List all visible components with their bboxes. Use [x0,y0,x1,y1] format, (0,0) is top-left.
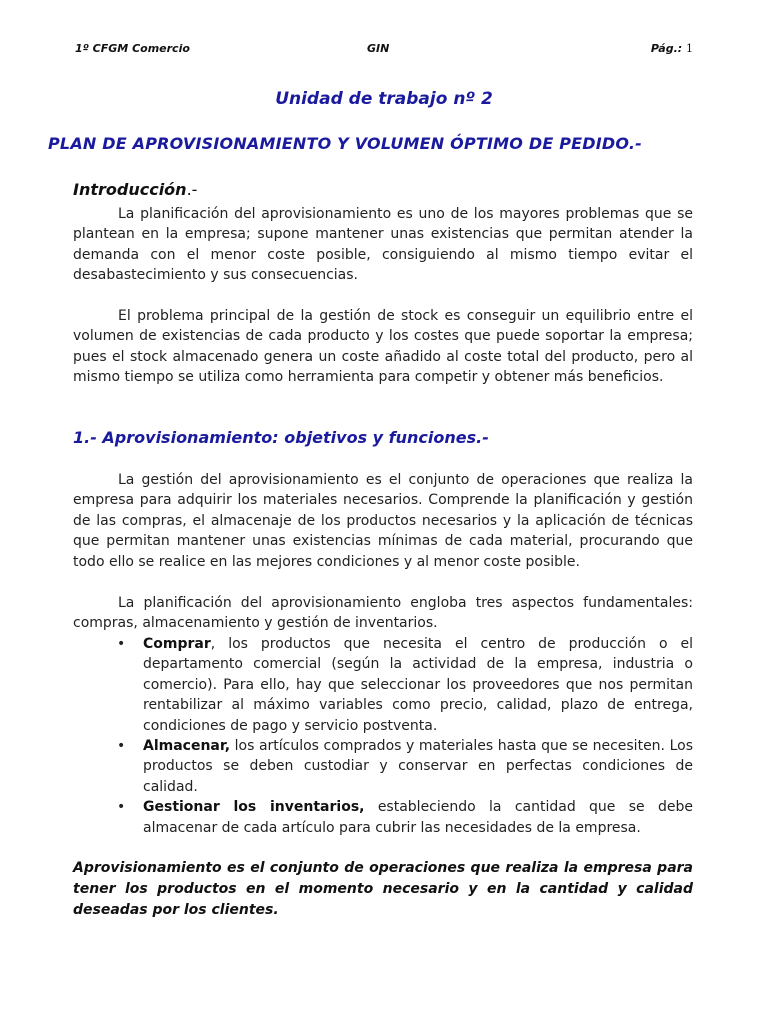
list-item-term: Almacenar, [143,738,231,755]
plan-title: PLAN DE APROVISIONAMIENTO Y VOLUMEN ÓPTIMO DE PEDIDO.- [48,134,642,153]
list-item [73,797,693,838]
intro-heading [73,180,197,199]
section-1-paragraph-2: La planificación del aprovisionamiento engloba tres aspectos fundamentales: compras, almacenamiento y gestión de inventarios. [73,595,693,632]
list-item-text: , los productos que necesita el centro de producción o el departamento comercial (según la actividad de la empresa, industria o comercio). Para ello, hay que seleccionar los proveedores que nos permitan rentabilizar al máximo variables como precio, calidad, plazo de entrega, condiciones de pago y servicio postventa. [143,636,693,734]
list-item-text: estableciendo la cantidad que se debe almacenar de cada artículo para cubrir las necesidades de la empresa. [143,799,693,836]
list-item-text: los artículos comprados y materiales hasta que se necesiten. Los productos se deben custodiar y conservar en perfectas condiciones de calidad. [143,738,693,795]
intro-heading-text: Introducción [73,180,187,199]
header-page-number: 1 [686,42,693,55]
list-item-term: Comprar [143,636,211,652]
section-1-paragraph-1: La gestión del aprovisionamiento es el conjunto de operaciones que realiza la empresa para adquirir los materiales necesarios. Comprende la planificación y gestión de las compras, el almacenaje de los productos necesarios y la aplicación de técnicas que permitan mantener unas existencias mínimas de cada material, procurando que todo ello se realice en las mejores condiciones y al menor coste posible. [73,472,693,570]
section-1-heading-tail: .- [476,428,489,447]
section-1-heading [73,428,489,447]
header-page [651,42,693,55]
header-course: 1º CFGM Comercio [75,42,190,55]
intro-heading-tail: .- [186,180,198,199]
functions-list [73,634,693,838]
page-header [75,42,693,62]
header-page-label: Pág.: [650,42,683,55]
bullet-icon: • [117,799,126,816]
section-1-heading-text: 1.- Aprovisionamiento: objetivos y funciones [73,428,477,447]
bullet-icon: • [117,738,126,755]
intro-paragraph-1: La planificación del aprovisionamiento es uno de los mayores problemas que se plantean en la empresa; supone mantener unas existencias que permitan atender la demanda con el menor coste posible, consiguiendo al mismo tiempo evitar el desabastecimiento y sus consecuencias. [73,206,693,284]
list-item-term: Gestionar los inventarios, [143,799,365,816]
header-subject: GIN [367,42,390,55]
bullet-icon: • [117,636,126,652]
definition-summary: Aprovisionamiento es el conjunto de operaciones que realiza la empresa para tener los productos en el momento necesario y en la cantidad y calidad deseadas por los clientes. [73,860,693,918]
list-item [73,736,693,797]
intro-paragraph-2: El problema principal de la gestión de stock es conseguir un equilibrio entre el volumen de existencias de cada producto y los costes que puede soportar la empresa; pues el stock almacenado genera un coste añadido al coste total del producto, pero al mismo tiempo se utiliza como herramienta para competir y obtener más beneficios. [73,308,693,386]
unit-title: Unidad de trabajo nº 2 [275,89,493,109]
list-item [73,634,693,736]
